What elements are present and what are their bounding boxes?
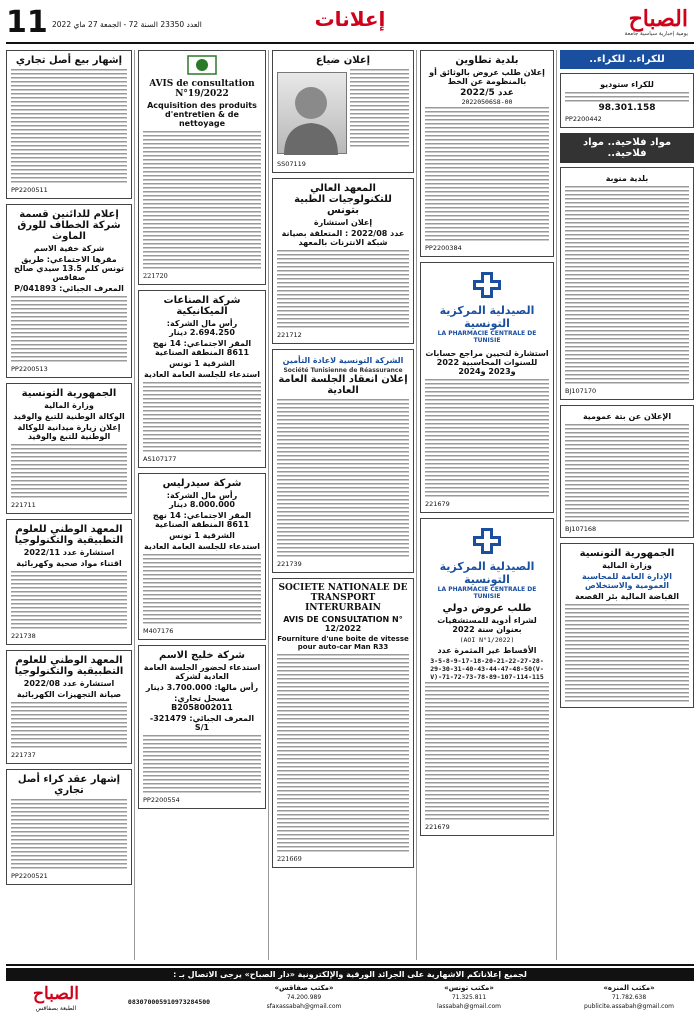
footer-logo: الصباح <box>33 984 79 1004</box>
office-tunis-phone: 71.325.811 <box>451 994 487 1001</box>
auction-sub: الإعلان عن بتة عمومية <box>582 412 672 421</box>
rent-phone: 98.301.158 <box>598 103 656 113</box>
reassurance-ad <box>272 349 414 573</box>
insat-1-ref: 221738 <box>11 632 36 640</box>
tobacco-agency: الوكالة الوطنية للتبغ والوقيد <box>13 412 125 421</box>
column-4 <box>138 50 266 960</box>
reassurance-fr: Société Tunisienne de Réassurance <box>283 367 403 374</box>
anme-sub: Acquisition des produits d'entretien & de nettoyage <box>147 101 257 128</box>
company2-city: الشرقية 1 تونس <box>169 531 235 540</box>
company3-tax: مسجل تجاري: B2058002011 <box>171 694 233 712</box>
office-sfax-phone: 74.200.989 <box>286 994 322 1001</box>
farm-banner: مواد فلاحية.. مواد فلاحية.. <box>560 133 694 163</box>
company3-ad <box>138 645 266 809</box>
lease-title: إشهار عقد كراء أصل تجاري <box>17 774 121 796</box>
reassurance-meeting: إعلان انعقاد الجلسة العامة العادية <box>278 374 408 396</box>
person-photo <box>277 72 347 154</box>
logo-subtitle: يومية إخبارية سياسية جامعة <box>624 31 688 37</box>
office-menzah-title: «مكتب المنزه» <box>603 984 655 992</box>
creditors-sub: شركة خفية الاسم <box>33 244 105 253</box>
farm-ad <box>560 167 694 400</box>
company3-capital: رأس مالها: 3.700.000 دينار <box>145 683 259 692</box>
tataouine-ref: PP2200384 <box>425 244 462 252</box>
ismt-title: المعهد العالي للتكنولوجيات الطبية بتونس <box>294 183 392 216</box>
insat-ad-1 <box>6 519 132 645</box>
office-tunis-email[interactable]: lassabah@gmail.com <box>437 1003 501 1010</box>
auction-ref: BJ107168 <box>565 525 597 533</box>
bank-account: 083070005910973284500 <box>127 998 211 1006</box>
treasury-title: الإدارة العامة للمحاسبة العمومية والاستخلاص <box>582 572 672 590</box>
pharmacie-name-fr-2: LA PHARMACIE CENTRALE DE TUNISIE <box>437 586 537 600</box>
anme-logo-icon <box>187 55 217 75</box>
logo-text: الصباح <box>628 6 688 32</box>
reassurance-ref: 221739 <box>277 560 302 568</box>
creditors-ref: PP2200513 <box>11 365 48 373</box>
pharmacie-name-ar-2: الصيدلية المركزية التونسية <box>439 560 535 586</box>
tataouine-num: عدد 2022/5 <box>460 88 514 98</box>
pharmacie-audit-ad <box>420 262 554 513</box>
creditors-address: مقرها الاجتماعي: طريق تونس كلم 13.5 سيدي صالح صفاقس <box>13 255 124 282</box>
ismt-sub: إعلان استشارة <box>313 218 373 227</box>
tender-title: طلب عروض دولي <box>442 603 532 614</box>
bank-account-box <box>114 984 224 1022</box>
business-sale-ref: PP2200511 <box>11 186 48 194</box>
anme-title: AVIS de consultation N°19/2022 <box>149 79 255 99</box>
farm-ref: BJ107170 <box>565 387 597 395</box>
auction-ad <box>560 405 694 538</box>
insat-2-body: صيانة التجهيزات الكهربائية <box>16 690 122 699</box>
snit-sub: AVIS DE CONSULTATION N° 12/2022 <box>283 615 403 633</box>
company1-name: شركة الصناعات الميكانيكية <box>163 295 241 317</box>
insat-2-title: المعهد الوطني للعلوم التطبيقية والتكنولوجيا <box>14 655 124 677</box>
snit-body: Fourniture d'une boite de vitesse pour auto-car Man R33 <box>277 635 409 651</box>
company2-ref: M407176 <box>143 627 174 635</box>
tataouine-ad <box>420 50 554 257</box>
lease-ad <box>6 769 132 885</box>
footer-logo-box <box>6 984 106 1022</box>
company1-meeting: استدعاء للجلسة العامة العادية <box>144 370 260 379</box>
insat-2-sub: استشارة عدد 2022/08 <box>23 679 115 688</box>
pharmacie-name-ar: الصيدلية المركزية التونسية <box>439 304 535 330</box>
obituary-title: إعلان ضياع <box>315 55 371 66</box>
company2-name: شركة سيدرليس <box>162 478 242 489</box>
tobacco-visit: إعلان زيارة ميدانية للوكالة الوطنية للتبغ والوقيد <box>17 423 121 441</box>
insat-ad-2 <box>6 650 132 764</box>
rent-banner: للكراء.. للكراء.. <box>560 50 694 69</box>
page-footer <box>6 964 694 1022</box>
treasury-ministry-sub: وزارة المالية <box>602 561 652 570</box>
column-2 <box>420 50 554 960</box>
treasury-sub: القباضة المالية بئر القصعة <box>575 592 679 601</box>
obituary-ref: SS07119 <box>277 160 306 168</box>
pharmacie-audit-title: استشارة لتحيين مراجع حسابات للسنوات المحاسبية 2022 و2023 و2024 <box>425 349 549 376</box>
section-title: إعلانات <box>314 7 386 31</box>
rent-sub: للكراء ستوديو <box>600 80 654 89</box>
office-tunis-title: «مكتب تونس» <box>444 984 494 992</box>
snit-ref: 221669 <box>277 855 302 863</box>
pharmacie-logo <box>425 267 549 347</box>
business-sale-ad <box>6 50 132 199</box>
insat-1-sub: استشارة عدد 2022/11 <box>23 548 115 557</box>
creditors-tax-id: المعرف الجبائي: 041893/P <box>14 284 124 293</box>
ismt-ref: 221712 <box>277 331 302 339</box>
pharmacie-name-fr: LA PHARMACIE CENTRALE DE TUNISIE <box>437 330 537 344</box>
page-header <box>6 4 694 44</box>
company1-address: المقر الاجتماعي: 14 نهج 8611 المنطقة الصناعية <box>152 339 252 357</box>
company1-ad <box>138 290 266 468</box>
issue-info: العدد 23350 السنة 72 - الجمعة 27 ماي 2022 <box>52 20 202 29</box>
insat-2-ref: 221737 <box>11 751 36 759</box>
treasury-ad <box>560 543 694 708</box>
tataouine-title: بلدية تطاوين <box>455 55 519 66</box>
lease-ref: PP2200521 <box>11 872 48 880</box>
pharmacie-audit-ref: 221679 <box>425 500 450 508</box>
footer-logo-sub: الطبعة بصفاقس <box>35 1005 77 1012</box>
company3-title: شركة خليج الاسم <box>158 650 246 661</box>
tender-code: (AOI N°1/2022) <box>459 636 515 644</box>
newspaper-logo <box>602 4 692 40</box>
company1-ref: AS107177 <box>143 455 177 463</box>
company2-capital: رأس مال الشركة: 8.000.000 دينار <box>166 491 238 509</box>
pharmacie-logo-2 <box>425 523 549 603</box>
office-tunis <box>394 984 544 1022</box>
tataouine-sub: إعلان طلب عروض بالوثائق أو بالمنظومة عن الخط <box>429 68 545 86</box>
office-menzah-email[interactable]: publicite.assabah@gmail.com <box>584 1003 674 1010</box>
company3-ref: PP2200554 <box>143 796 180 804</box>
anme-ref: 221720 <box>143 272 168 280</box>
tender-lots: 3-5-8-9-17-18-20-21-22-27-28-29-30-31-40-43-44-47-48-50(V-V)-71-72-73-78-89-107-114-115 <box>430 657 544 681</box>
office-menzah-phone: 71.782.638 <box>611 994 647 1001</box>
tender-sub: لشراء أدوية للمستشفيات بعنوان سنة 2022 <box>437 616 537 634</box>
tender-sub2: الأقساط غير المثمرة عدد <box>437 646 537 655</box>
office-sfax-email[interactable]: sfaxassabah@gmail.com <box>266 1003 342 1010</box>
pharmacie-icon <box>467 526 507 556</box>
farm-sub: بلدية منوبة <box>605 174 649 183</box>
insat-1-title: المعهد الوطني للعلوم التطبيقية والتكنولوجيا <box>14 524 124 546</box>
pharmacie-tender-ad <box>420 518 554 836</box>
tobacco-republic: الجمهورية التونسية <box>21 388 117 399</box>
tobacco-ministry: وزارة المالية <box>44 401 94 410</box>
company2-meeting: استدعاء للجلسة العامة العادية <box>144 542 260 551</box>
person-silhouette-icon <box>276 73 346 155</box>
column-3 <box>272 50 414 960</box>
company2-ad <box>138 473 266 640</box>
treasury-ministry: الجمهورية التونسية <box>579 548 675 559</box>
company1-capital: رأس مال الشركة: 2.694.250 دينار <box>166 319 238 337</box>
obituary-ad <box>272 50 414 173</box>
ad-columns <box>6 50 694 960</box>
tataouine-code: 20220506S8-00 <box>461 98 513 106</box>
column-1 <box>560 50 694 960</box>
company1-city: الشرقية 1 تونس <box>169 359 235 368</box>
tender-ref: 221679 <box>425 823 450 831</box>
company3-meeting: استدعاء لحضور الجلسة العامة العادية لشركة <box>143 663 261 681</box>
ismt-num: عدد 2022/08 : المتعلقة بصيانة شبكة الانترنات بالمعهد <box>281 229 405 247</box>
business-sale-title: إشهار بيع أصل تجاري <box>15 55 123 66</box>
footer-banner: لجميع إعلاناتكم الاشهارية على الجرائد الورقية والإلكترونية «دار الصباح» يرجى الاتصال بـ : <box>6 968 694 981</box>
snit-title: SOCIETE NATIONALE DE TRANSPORT INTERURBAIN <box>278 583 408 613</box>
rent-ad <box>560 73 694 128</box>
reassurance-name: الشركة التونسية لاعادة التأمين <box>282 356 404 365</box>
rent-ref: PP2200442 <box>565 115 602 123</box>
company2-address: المقر الاجتماعي: 14 نهج 8611 المنطقة الصناعية <box>152 511 252 529</box>
creditors-title: إعلام للدائنين قسمة شركة الخطاف للورق الماوث <box>17 209 121 242</box>
anme-ad <box>138 50 266 285</box>
tobacco-agency-ad <box>6 383 132 514</box>
tobacco-ref: 221711 <box>11 501 36 509</box>
ismt-ad <box>272 178 414 344</box>
insat-1-body: اقتناء مواد صحية وكهربائية <box>16 559 122 568</box>
office-sfax-title: «مكتب صفاقس» <box>274 984 334 992</box>
company3-id: المعرف الجبائي: 321479-S/1 <box>149 714 255 732</box>
pharmacie-icon <box>467 270 507 300</box>
office-sfax <box>234 984 374 1022</box>
office-menzah <box>564 984 694 1022</box>
column-5 <box>6 50 132 960</box>
snit-ad <box>272 578 414 868</box>
creditors-ad <box>6 204 132 378</box>
page-number: 11 <box>6 5 48 40</box>
